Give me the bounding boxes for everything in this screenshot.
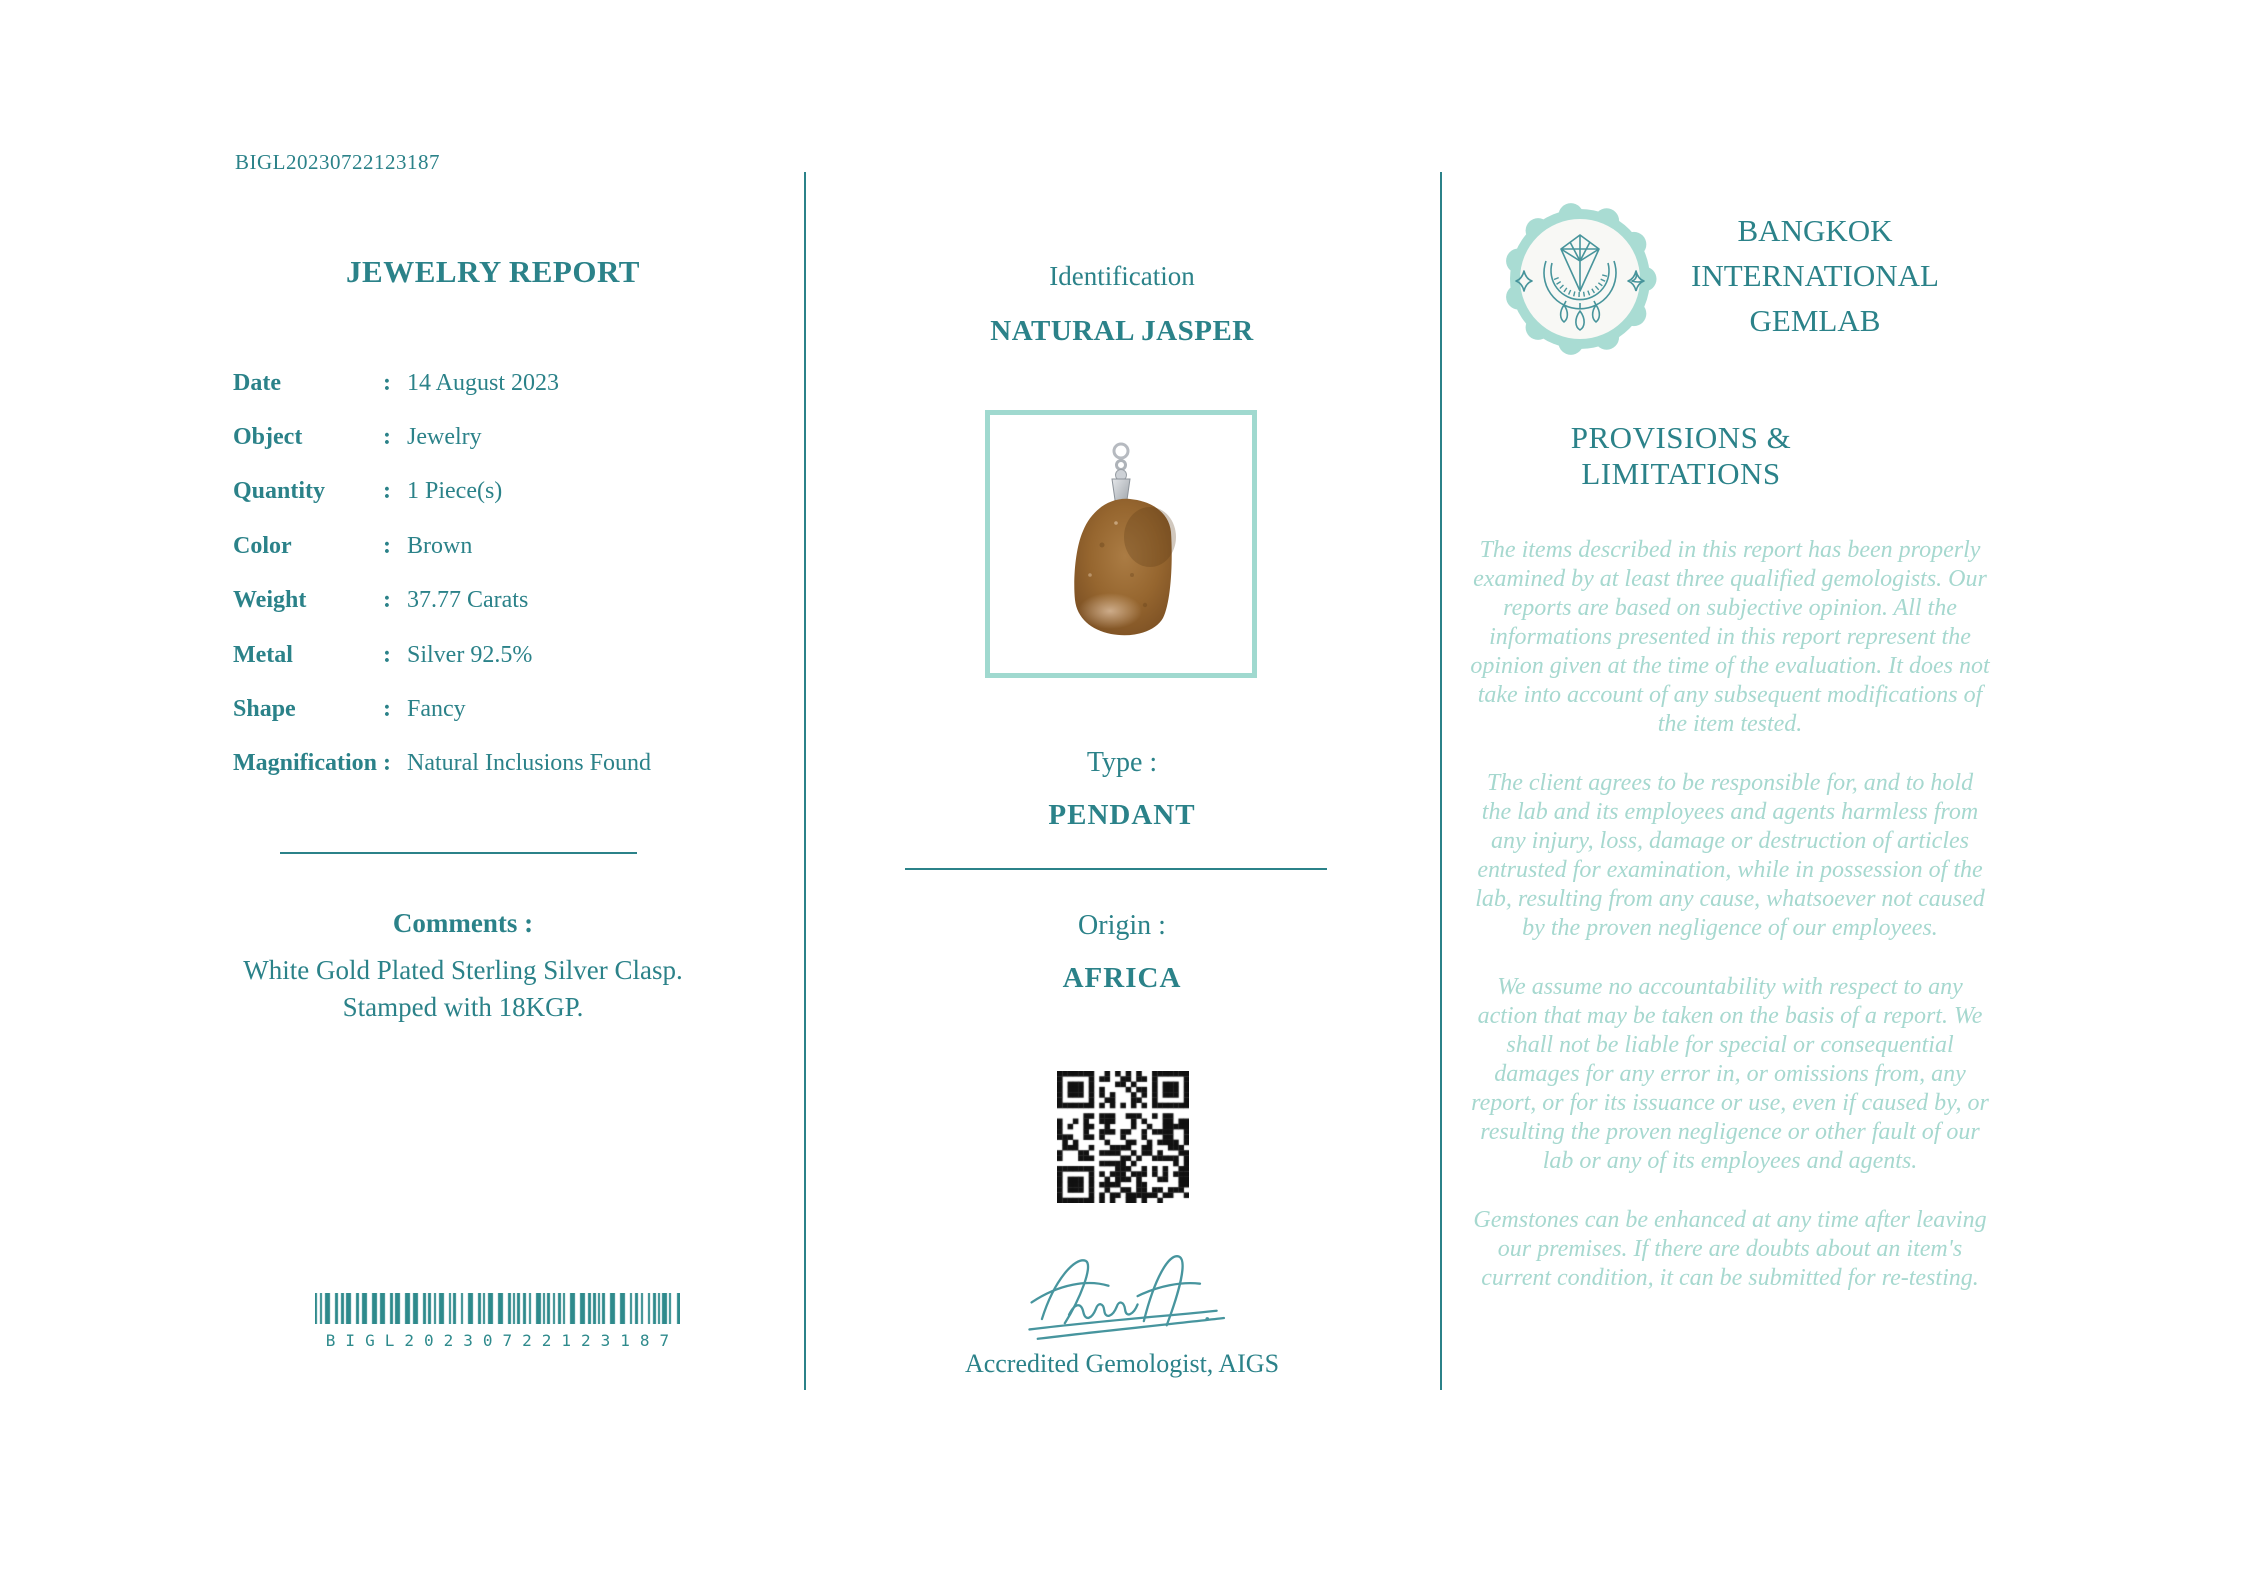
field-value: Fancy	[407, 696, 466, 723]
provisions-text	[1470, 536, 1990, 1323]
gem-pendant-badge-icon	[1500, 199, 1660, 359]
field-row-color	[233, 519, 793, 573]
field-row-date	[233, 356, 793, 410]
lab-name-line: INTERNATIONAL	[1691, 258, 1939, 293]
lab-name	[1655, 208, 1975, 343]
field-label: Color	[233, 532, 292, 559]
field-value: Natural Inclusions Found	[407, 750, 651, 777]
field-value: 37.77 Carats	[407, 587, 529, 614]
report-fields	[233, 356, 793, 791]
comment-line: Stamped with 18KGP.	[342, 992, 584, 1022]
provisions-paragraph: The client agrees to be responsible for, and to hold the lab and its employees and agents harmless from any injury, loss, damage or destruction of articles entrusted for examination, while in possession of the lab, resulting from any cause, whatsoever not caused by the proven negligence of our employees.	[1475, 770, 1985, 941]
signature	[1000, 1240, 1244, 1344]
field-row-quantity	[233, 465, 793, 519]
field-value: Brown	[407, 532, 473, 559]
field-row-metal	[233, 628, 793, 682]
field-colon: :	[383, 750, 391, 777]
type-label: Type :	[1086, 747, 1158, 778]
field-row-weight	[233, 574, 793, 628]
type-origin-divider	[905, 868, 1327, 870]
provisions-paragraph: We assume no accountability with respect to any action that may be taken on the basis of a report. We shall not be liable for special or consequential damages for any error in, or omissions from, any report, or for its issuance or use, even if caused by, or resulting the proven negligence or other fault of our lab or any of its employees and agents.	[1471, 974, 1989, 1174]
field-label: Magnification	[233, 750, 377, 777]
gemologist-title: Accredited Gemologist, AIGS	[964, 1349, 1280, 1378]
origin-value: AFRICA	[1062, 962, 1182, 994]
field-label: Weight	[233, 587, 307, 614]
provisions-paragraph: Gemstones can be enhanced at any time after leaving our premises. If there are doubts about an item's current condition, it can be submitted for re-testing.	[1473, 1207, 1987, 1291]
barcode-text: BIGL20230722123187	[325, 1331, 680, 1350]
field-colon: :	[383, 424, 391, 451]
field-colon: :	[383, 369, 391, 396]
origin-label: Origin :	[1078, 910, 1166, 941]
field-row-object	[233, 410, 793, 464]
field-label: Date	[233, 369, 281, 396]
type-value: PENDANT	[1048, 799, 1196, 831]
field-value: Silver 92.5%	[407, 641, 533, 668]
provisions-paragraph: The items described in this report has been properly examined by at least three qualified gemologists. Our reports are based on subjective opinion. All the informations presented in this report represent the opinion given at the time of the evaluation. It does not take into account of any subsequent modifications of the item tested.	[1470, 537, 1990, 737]
field-colon: :	[383, 587, 391, 614]
identification-heading: Identification	[1049, 261, 1195, 291]
pendant-image	[990, 415, 1252, 673]
field-value: 1 Piece(s)	[407, 478, 503, 505]
lab-name-line: BANGKOK	[1737, 213, 1893, 248]
comments-divider	[280, 852, 637, 854]
lab-name-line: GEMLAB	[1749, 303, 1881, 338]
column-divider-right	[1440, 172, 1442, 1390]
field-label: Quantity	[233, 478, 326, 505]
field-label: Metal	[233, 641, 293, 668]
field-colon: :	[383, 696, 391, 723]
report-title: JEWELRY REPORT	[346, 254, 640, 289]
barcode-bars	[315, 1293, 680, 1324]
comments-heading: Comments :	[392, 908, 534, 938]
comments-text	[243, 952, 683, 1026]
field-row-magnification	[233, 737, 793, 791]
field-value: Jewelry	[407, 424, 482, 451]
qr-code	[1057, 1071, 1189, 1203]
field-value: 14 August 2023	[407, 369, 560, 396]
comment-line: White Gold Plated Sterling Silver Clasp.	[243, 955, 683, 985]
provisions-heading: PROVISIONS & LIMITATIONS	[1570, 420, 1792, 491]
identification-value: NATURAL JASPER	[990, 315, 1254, 347]
field-colon: :	[383, 641, 391, 668]
pendant-photo	[985, 410, 1257, 678]
field-colon: :	[383, 532, 391, 559]
column-divider-left	[804, 172, 806, 1390]
field-label: Object	[233, 424, 303, 451]
field-colon: :	[383, 478, 391, 505]
field-label: Shape	[233, 696, 296, 723]
field-row-shape	[233, 682, 793, 736]
report-number: BIGL20230722123187	[235, 150, 440, 174]
barcode	[315, 1293, 680, 1350]
